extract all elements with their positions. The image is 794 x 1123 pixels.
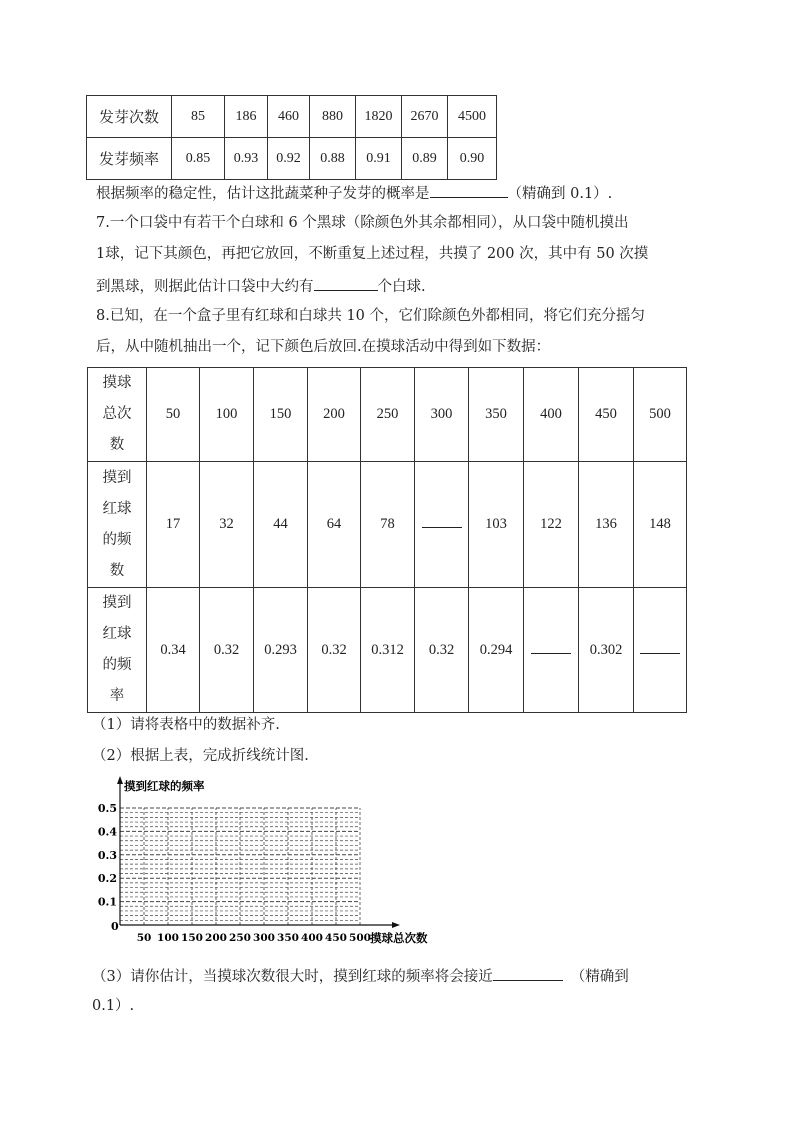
table-cell: 350 xyxy=(469,368,524,462)
table-cell: 0.92 xyxy=(268,138,310,180)
sub-question-1: （1）请将表格中的数据补齐. xyxy=(92,717,280,733)
x-axis-arrow xyxy=(392,922,400,928)
y-axis-arrow xyxy=(117,776,123,784)
table-cell: 4500 xyxy=(448,96,497,138)
table-row xyxy=(88,462,687,588)
table-header-cell: 摸到 红球 的频 数 xyxy=(88,462,147,588)
table-header-cell: 摸到 红球 的频 率 xyxy=(88,588,147,713)
y-tick-labels xyxy=(98,802,117,909)
table-cell: 400 xyxy=(524,368,579,462)
table-cell: 0.90 xyxy=(448,138,497,180)
table-cell: 发芽次数 xyxy=(87,96,172,138)
table-cell: 1820 xyxy=(356,96,402,138)
chart-axes xyxy=(117,776,400,928)
y-tick-label: 0.3 xyxy=(97,848,117,862)
question-7-line-2: 1球，记下其颜色，再把它放回，不断重复上述过程，共摸了 200 次，其中有 50 次摸 xyxy=(96,246,649,262)
table-cell: 0.91 xyxy=(356,138,402,180)
x-tick-label: 200 xyxy=(205,932,227,944)
chart-grid xyxy=(120,808,360,925)
table-cell: 880 xyxy=(310,96,356,138)
table-cell: 100 xyxy=(200,368,254,462)
table-cell: 136 xyxy=(579,462,634,588)
x-tick-label: 350 xyxy=(277,932,299,944)
x-tick-labels xyxy=(137,932,371,944)
table-cell: 50 xyxy=(147,368,200,462)
table-cell: 103 xyxy=(469,462,524,588)
table-cell: 0.312 xyxy=(361,588,415,713)
answer-blank[interactable] xyxy=(430,183,508,198)
table-cell: 500 xyxy=(634,368,687,462)
x-axis-label: 摸球总次数 xyxy=(370,931,428,945)
sub-question-3: （3）请你估计，当摸球次数很大时，摸到红球的频率将会接近 （精确到 xyxy=(92,966,629,987)
answer-blank[interactable] xyxy=(314,276,378,291)
table-cell: 200 xyxy=(308,368,361,462)
x-tick-label: 450 xyxy=(325,932,347,944)
table-row xyxy=(88,588,687,713)
table-cell: 2670 xyxy=(402,96,448,138)
y-tick-label: 0.5 xyxy=(97,802,117,815)
table-cell: 0.34 xyxy=(147,588,200,713)
table-cell: 0.32 xyxy=(308,588,361,713)
x-tick-label: 250 xyxy=(229,932,251,944)
table-cell: 148 xyxy=(634,462,687,588)
x-tick-label: 100 xyxy=(157,932,179,944)
frequency-line-chart[interactable] xyxy=(82,770,452,950)
table-cell: 460 xyxy=(268,96,310,138)
answer-blank[interactable] xyxy=(493,966,563,981)
table-cell: 44 xyxy=(254,462,308,588)
y-tick-label: 0.4 xyxy=(97,825,117,839)
table-cell: 发芽频率 xyxy=(87,138,172,180)
sub-question-2: （2）根据上表，完成折线统计图. xyxy=(92,748,309,764)
y-tick-label: 0.2 xyxy=(97,872,117,886)
table-row xyxy=(88,368,687,462)
table-cell: 64 xyxy=(308,462,361,588)
sub-question-3-cont: 0.1）. xyxy=(92,998,135,1014)
table-cell: 0.93 xyxy=(225,138,268,180)
y-tick-label: 0.1 xyxy=(97,895,117,909)
question-7-line-3: 到黑球，则据此估计口袋中大约有 个白球. xyxy=(96,276,426,297)
table-cell: 250 xyxy=(361,368,415,462)
ball-drawing-table xyxy=(87,367,687,713)
table-cell: 32 xyxy=(200,462,254,588)
x-tick-label: 300 xyxy=(253,932,275,944)
x-tick-label: 500 xyxy=(349,932,371,944)
table-cell: 0.32 xyxy=(415,588,469,713)
table-cell: 0.89 xyxy=(402,138,448,180)
table-cell: 0.302 xyxy=(579,588,634,713)
table-cell: 85 xyxy=(172,96,225,138)
table-cell: 0.85 xyxy=(172,138,225,180)
table-cell-blank[interactable] xyxy=(524,588,579,713)
table-cell: 300 xyxy=(415,368,469,462)
table-cell: 17 xyxy=(147,462,200,588)
table-cell-blank[interactable] xyxy=(415,462,469,588)
question-8-line-1: 8.已知，在一个盒子里有红球和白球共 10 个，它们除颜色外都相同，将它们充分摇匀 xyxy=(96,308,646,324)
table-cell: 0.32 xyxy=(200,588,254,713)
question-6-text: 根据频率的稳定性，估计这批蔬菜种子发芽的概率是 （精确到 0.1）. xyxy=(96,183,612,204)
table-row xyxy=(87,96,497,138)
table-cell: 450 xyxy=(579,368,634,462)
germination-table xyxy=(86,95,497,180)
table-cell: 122 xyxy=(524,462,579,588)
table-row xyxy=(87,138,497,180)
question-7-line-1: 7.一个口袋中有若干个白球和 6 个黑球（除颜色外其余都相同），从口袋中随机摸出 xyxy=(96,215,629,231)
table-cell: 0.88 xyxy=(310,138,356,180)
x-tick-label: 400 xyxy=(301,932,323,944)
y-axis-label: 摸到红球的频率 xyxy=(124,779,205,793)
question-8-line-2: 后，从中随机抽出一个，记下颜色后放回.在摸球活动中得到如下数据： xyxy=(96,339,551,355)
table-cell-blank[interactable] xyxy=(634,588,687,713)
table-header-cell: 摸球 总次 数 xyxy=(88,368,147,462)
table-cell: 150 xyxy=(254,368,308,462)
table-cell: 78 xyxy=(361,462,415,588)
table-cell: 0.294 xyxy=(469,588,524,713)
origin-label: 0 xyxy=(111,920,119,933)
x-tick-label: 150 xyxy=(181,932,203,944)
x-tick-label: 50 xyxy=(136,932,152,944)
table-cell: 186 xyxy=(225,96,268,138)
table-cell: 0.293 xyxy=(254,588,308,713)
